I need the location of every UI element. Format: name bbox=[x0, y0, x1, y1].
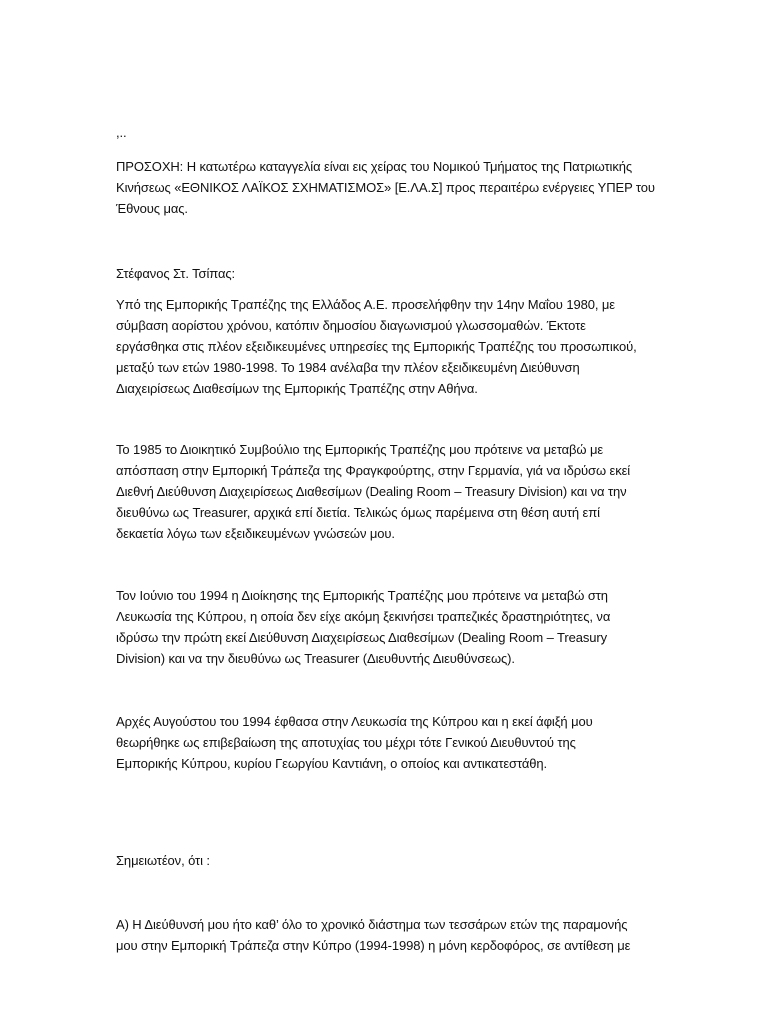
paragraph-line: μου στην Εμπορική Τράπεζα στην Κύπρο (1994-1998) η μόνη κερδοφόρος, σε αντίθεση με bbox=[116, 938, 631, 953]
paragraph-line: διευθύνω ως Treasurer, αρχικά επί διετία. Τελικώς όμως παρέμεινα στη θέση αυτή επί bbox=[116, 505, 600, 520]
note-heading bbox=[116, 850, 656, 871]
author-heading bbox=[116, 263, 656, 284]
paragraph-line: δεκαετία λόγω των εξειδικευμένων γνώσεών μου. bbox=[116, 526, 395, 541]
paragraph-line: Division) και να την διευθύνω ως Treasurer (Διευθυντής Διευθύνσεως). bbox=[116, 651, 515, 666]
paragraph-line: εργάσθηκα στις πλέον εξειδικευμένες υπηρεσίες της Εμπορικής Τραπέζης του προσωπικού, bbox=[116, 339, 637, 354]
body-paragraph bbox=[116, 585, 656, 669]
paragraph-line: Τον Ιούνιο του 1994 η Διοίκησης της Εμπορικής Τραπέζης μου πρότεινε να μεταβώ στη bbox=[116, 588, 608, 603]
paragraph-line: Διαχειρίσεως Διαθεσίμων της Εμπορικής Τραπέζης στην Αθήνα. bbox=[116, 381, 478, 396]
paragraph-line: Στέφανος Στ. Τσίπας: bbox=[116, 266, 236, 281]
paragraph-line: Εμπορικής Κύπρου, κυρίου Γεωργίου Καντιάνη, ο οποίος και αντικατεστάθη. bbox=[116, 756, 548, 771]
paragraph-line: ιδρύσω την πρώτη εκεί Διεύθυνση Διαχειρίσεως Διαθεσίμων (Dealing Room – Treasury bbox=[116, 630, 608, 645]
notice-paragraph bbox=[116, 156, 656, 219]
body-paragraph bbox=[116, 711, 656, 774]
paragraph-line: Υπό της Εμπορικής Τραπέζης της Ελλάδος Α.Ε. προσελήφθην την 14ην Μαΐου 1980, με bbox=[116, 297, 615, 312]
stray-mark: ,.. bbox=[116, 125, 127, 140]
paragraph-line: απόσπαση στην Εμπορική Τράπεζα της Φραγκφούρτης, στην Γερμανία, γιά να ιδρύσω εκεί bbox=[116, 463, 631, 478]
paragraph-line: σύμβαση αορίστου χρόνου, κατόπιν δημοσίου διαγωνισμού γλωσσομαθών. Έκτοτε bbox=[116, 318, 586, 333]
paragraph-line: Έθνους μας. bbox=[116, 201, 188, 216]
paragraph-line: θεωρήθηκε ως επιβεβαίωση της αποτυχίας του μέχρι τότε Γενικού Διευθυντού της bbox=[116, 735, 576, 750]
paragraph-line: Σημειωτέον, ότι : bbox=[116, 853, 210, 868]
paragraph-line: Το 1985 το Διοικητικό Συμβούλιο της Εμπορικής Τραπέζης μου πρότεινε να μεταβώ με bbox=[116, 442, 604, 457]
paragraph-line: ΠΡΟΣΟΧΗ: Η κατωτέρω καταγγελία είναι εις χείρας του Νομικού Τμήματος της Πατριωτικής bbox=[116, 159, 633, 174]
body-paragraph bbox=[116, 914, 656, 956]
paragraph-line: Κινήσεως «ΕΘΝΙΚΟΣ ΛΑΪΚΟΣ ΣΧΗΜΑΤΙΣΜΟΣ» [Ε.ΛΑ.Σ] προς περαιτέρω ενέργειες ΥΠΕΡ του bbox=[116, 180, 655, 195]
paragraph-line: Α) Η Διεύθυνσή μου ήτο καθ’ όλο το χρονικό διάστημα των τεσσάρων ετών της παραμονής bbox=[116, 917, 628, 932]
paragraph-line: Αρχές Αυγούστου του 1994 έφθασα στην Λευκωσία της Κύπρου και η εκεί άφιξή μου bbox=[116, 714, 593, 729]
body-paragraph bbox=[116, 294, 656, 399]
body-paragraph bbox=[116, 439, 656, 544]
paragraph-line: Διεθνή Διεύθυνση Διαχειρίσεως Διαθεσίμων (Dealing Room – Treasury Division) και να την bbox=[116, 484, 627, 499]
paragraph-line: μεταξύ των ετών 1980-1998. Το 1984 ανέλαβα την πλέον εξειδικευμένη Διεύθυνση bbox=[116, 360, 580, 375]
paragraph-line: Λευκωσία της Κύπρου, η οποία δεν είχε ακόμη ξεκινήσει τραπεζικές δραστηριότητες, να bbox=[116, 609, 611, 624]
